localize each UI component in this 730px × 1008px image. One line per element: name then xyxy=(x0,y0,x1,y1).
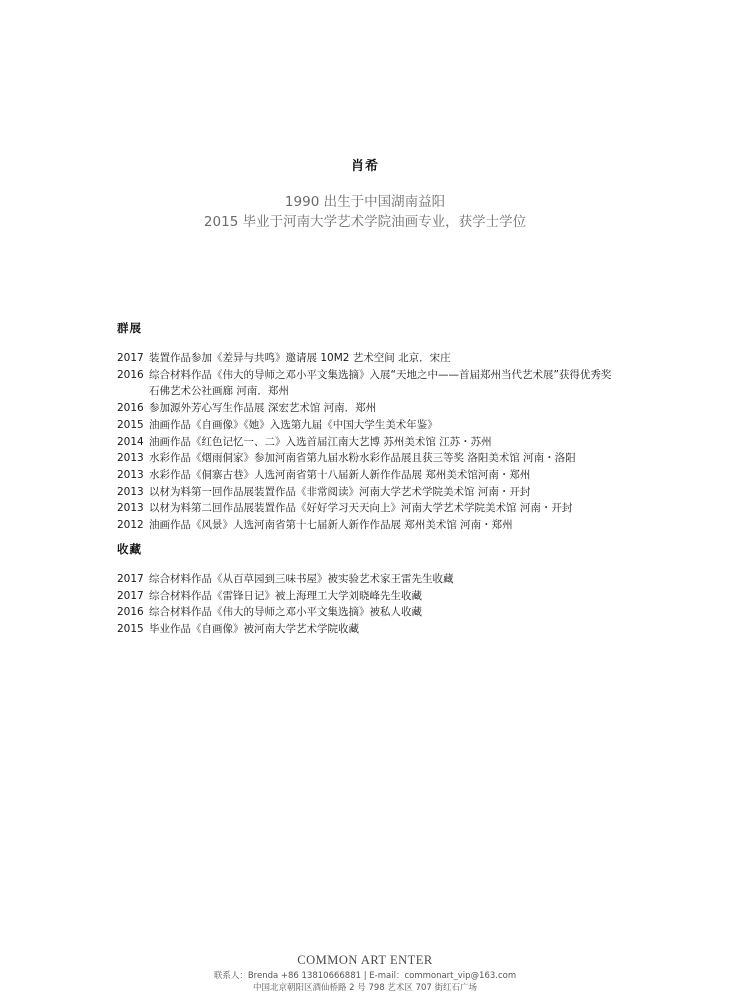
entry-year: 2015 xyxy=(117,623,144,636)
exhibition-entry xyxy=(117,350,617,367)
collection-entry xyxy=(117,571,617,588)
exhibition-entry xyxy=(117,400,617,417)
entry-text: 水彩作品《侗寨古巷》人选河南省第十八届新人新作作品展 郑州美术馆河南・郑州 xyxy=(149,468,531,481)
entry-year: 2013 xyxy=(117,452,144,465)
collections-list xyxy=(117,571,617,638)
entry-text: 毕业作品《自画像》被河南大学艺术学院收藏 xyxy=(149,623,359,636)
entry-text: 综合材料作品《伟大的导师之邓小平文集选摘》被私人收藏 xyxy=(149,606,422,619)
artist-bio xyxy=(0,192,730,232)
entry-text: 油画作品《风景》人选河南省第十七届新人新作作品展 郑州美术馆 河南・郑州 xyxy=(149,519,513,532)
exhibition-entry xyxy=(117,484,617,501)
group-exhibitions-title: 群展 xyxy=(117,321,142,335)
entry-year: 2017 xyxy=(117,352,144,364)
footer-address: 中国北京朝阳区酒仙桥路 2 号 798 艺术区 707 街红石广场 xyxy=(252,983,478,993)
entry-text: 综合材料作品《从百草园到三味书屋》被实验艺术家王雷先生收藏 xyxy=(149,573,454,585)
collection-entry xyxy=(117,588,617,605)
footer-brand: COMMON ART ENTER xyxy=(297,953,433,967)
entry-year: 2014 xyxy=(117,435,144,448)
collections-title: 收藏 xyxy=(117,542,142,556)
entry-year: 2017 xyxy=(117,573,144,585)
group-exhibitions-list xyxy=(117,350,617,534)
entry-text: 综合材料作品《伟大的导师之邓小平文集选摘》入展“天地之中——首届郑州当代艺术展”获得优秀奖 石佛艺术公社画廊 河南．郑州 xyxy=(149,368,612,398)
entry-year: 2016 xyxy=(117,606,144,619)
entry-text: 综合材料作品《雷锋日记》被上海理工大学刘晓峰先生收藏 xyxy=(149,589,422,602)
exhibition-entry xyxy=(117,367,617,400)
entry-year: 2016 xyxy=(117,368,144,381)
exhibition-entry xyxy=(117,500,617,517)
entry-text: 装置作品参加《差异与共鸣》邀请展 10M2 艺术空间 北京．宋庄 xyxy=(149,352,451,364)
bio-line-birth: 1990 出生于中国湖南益阳 xyxy=(284,194,446,210)
entry-text: 以材为料第二回作品展装置作品《好好学习天天向上》河南大学艺术学院美术馆 河南・开封 xyxy=(149,502,573,515)
exhibition-entry xyxy=(117,434,617,451)
entry-year: 2015 xyxy=(117,418,144,431)
entry-year: 2013 xyxy=(117,502,144,515)
entry-year: 2013 xyxy=(117,485,144,498)
exhibition-entry xyxy=(117,450,617,467)
collections-section xyxy=(117,541,617,638)
entry-text: 水彩作品《烟雨侗家》参加河南省第九届水粉水彩作品展且获三等奖 洛阳美术馆 河南・洛阳 xyxy=(149,452,576,465)
exhibition-entry xyxy=(117,467,617,484)
entry-year: 2012 xyxy=(117,519,144,532)
footer-contact: 联系人：Brenda +86 13810666881 | E-mail：commonart_vip@163.com xyxy=(213,971,517,981)
entry-year: 2017 xyxy=(117,589,144,602)
entry-text: 油画作品《自画像》《她》入选第九届《中国大学生美术年鉴》 xyxy=(149,418,438,431)
exhibition-entry xyxy=(117,517,617,534)
collection-entry xyxy=(117,604,617,621)
exhibition-entry xyxy=(117,417,617,434)
bio-line-education: 2015 毕业于河南大学艺术学院油画专业，获学士学位 xyxy=(203,214,527,230)
entry-year: 2016 xyxy=(117,402,144,415)
entry-text: 参加源外芳心写生作品展 深宏艺术馆 河南．郑州 xyxy=(149,402,377,415)
group-exhibitions-section xyxy=(117,320,617,534)
entry-text: 以材为料第一回作品展装置作品《非常阅读》河南大学艺术学院美术馆 河南・开封 xyxy=(149,485,531,498)
artist-name: 肖希 xyxy=(350,159,379,174)
entry-text: 油画作品《红色记忆一、二》入选首届江南大艺博 苏州美术馆 江苏・苏州 xyxy=(149,435,492,448)
entry-year: 2013 xyxy=(117,468,144,481)
collection-entry xyxy=(117,621,617,638)
